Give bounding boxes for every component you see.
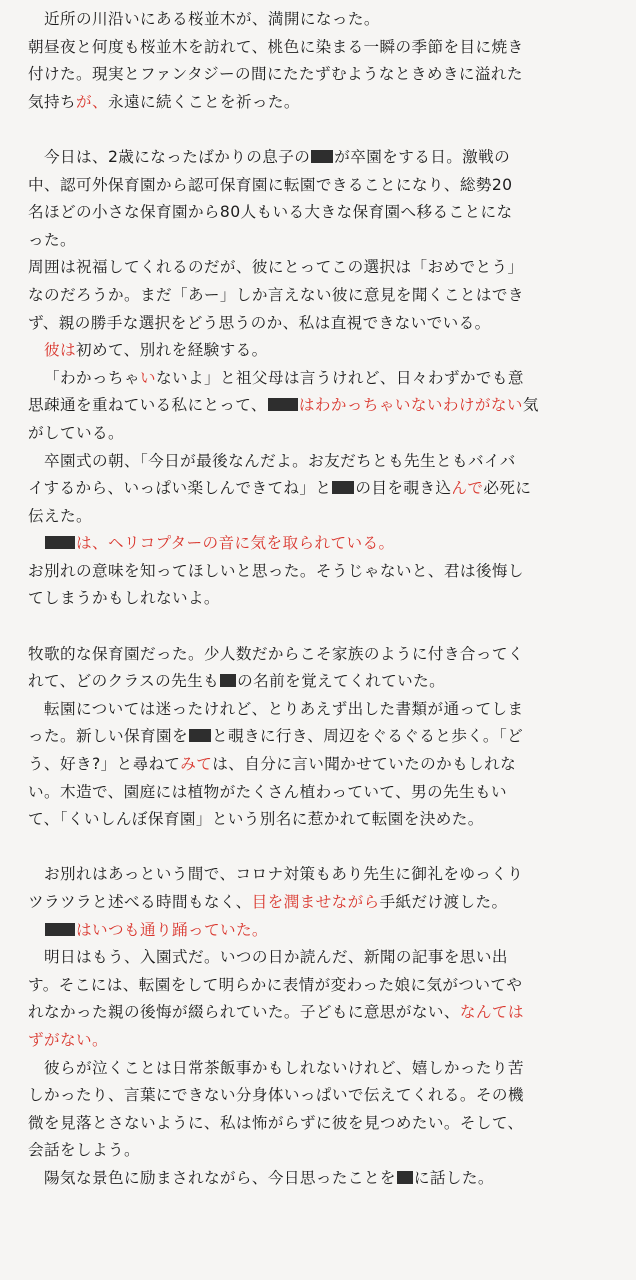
text-line bbox=[28, 365, 622, 393]
red-text: はわかっちゃいないわけがない bbox=[298, 396, 523, 415]
red-text: い bbox=[139, 368, 156, 387]
text-line bbox=[28, 889, 622, 917]
text-line: がしている。 bbox=[28, 423, 124, 442]
text-run: 初めて、別れを経験する。 bbox=[76, 341, 268, 360]
text-line bbox=[28, 723, 622, 751]
text-line: す。そこには、転園をして明らかに表情が変わった娘に気がついてや bbox=[28, 975, 523, 994]
redaction-bar bbox=[189, 729, 211, 742]
red-text: んで bbox=[451, 479, 484, 498]
red-text: なんては bbox=[459, 1003, 524, 1022]
text-line: 卒園式の朝、「今日が最後なんだよ。お友だちとも先生ともバイバ bbox=[44, 451, 516, 470]
red-text: が、 bbox=[75, 92, 108, 111]
text-line: 会話をしよう。 bbox=[28, 1141, 140, 1160]
text-line: 中、認可外保育園から認可保育園に転園できることになり、総勢20 bbox=[28, 175, 513, 194]
text-run: 必死に bbox=[483, 479, 532, 498]
text-line: 牧歌的な保育園だった。少人数だからこそ家族のように付き合ってく bbox=[28, 644, 524, 663]
text-line bbox=[28, 392, 622, 420]
text-run: 気持ち bbox=[28, 92, 76, 111]
paragraph-gap bbox=[28, 834, 622, 862]
text-line: い。木造で、園庭には植物がたくさん植わっていて、男の先生もい bbox=[28, 782, 508, 801]
text-line: 周囲は祝福してくれるのだが、彼にとってこの選択は「おめでとう」 bbox=[28, 258, 524, 277]
text-line bbox=[28, 530, 622, 558]
text-run: の目を覗き込 bbox=[355, 479, 452, 498]
text-line: 近所の川沿いにある桜並木が、満開になった。 bbox=[44, 10, 380, 28]
text-run: の名前を覚えてくれていた。 bbox=[237, 672, 446, 691]
text-line: った。 bbox=[28, 230, 76, 249]
text-line: て、「くいしんぼ保育園」という別名に惹かれて転園を決めた。 bbox=[28, 810, 484, 829]
text-line bbox=[28, 999, 622, 1027]
red-text: 目を潤ませながら bbox=[251, 893, 380, 911]
text-run: う、好き?」と尋ねて bbox=[28, 755, 181, 774]
text-run: ツラツラと述べる時間もなく、 bbox=[28, 893, 252, 911]
redaction-bar bbox=[332, 481, 354, 494]
text-line: ず、親の勝手な選択をどう思うのか、私は直視できないでいる。 bbox=[28, 313, 491, 332]
text-run: 「わかっちゃ bbox=[44, 368, 140, 387]
redaction-bar bbox=[397, 1171, 413, 1184]
text-line: 名ほどの小さな保育園から80人もいる大きな保育園へ移ることにな bbox=[28, 203, 513, 222]
text-line bbox=[28, 917, 622, 945]
text-line bbox=[28, 1165, 622, 1193]
text-run: と覗きに行き、周辺をぐるぐると歩く。「ど bbox=[211, 727, 524, 746]
text-line: 朝昼夜と何度も桜並木を訪れて、桃色に染まる一瞬の季節を目に焼き bbox=[28, 37, 524, 56]
text-line: 彼らが泣くことは日常茶飯事かもしれないけれど、嬉しかったり苦 bbox=[44, 1058, 524, 1077]
text-line: お別れの意味を知ってほしいと思った。そうじゃないと、君は後悔し bbox=[28, 561, 524, 580]
text-line: お別れはあっという間で、コロナ対策もあり先生に御礼をゆっくり bbox=[44, 865, 524, 884]
text-line: なのだろうか。まだ「あー」しか言えない彼に意見を聞くことはでき bbox=[28, 285, 524, 304]
text-run: 今日は、2歳になったばかりの息子の bbox=[44, 147, 311, 166]
text-run: が卒園をする日。激戦の bbox=[334, 147, 511, 166]
text-line: 明日はもう、入園式だ。いつの日か読んだ、新聞の記事を思い出 bbox=[44, 948, 508, 967]
text-line bbox=[28, 751, 622, 779]
text-line: 転園については迷ったけれど、とりあえず出した書類が通ってしま bbox=[44, 699, 524, 718]
text-run: は、自分に言い聞かせていたのかもしれな bbox=[212, 755, 517, 774]
redaction-bar bbox=[45, 536, 75, 549]
text-line bbox=[28, 475, 622, 503]
text-run: れなかった親の後悔が綴られていた。子どもに意思がない、 bbox=[28, 1003, 460, 1022]
redaction-bar bbox=[45, 923, 75, 936]
red-text: は、ヘリコプターの音に気を取られている。 bbox=[76, 534, 395, 553]
red-text: みて bbox=[180, 755, 213, 774]
text-run: 手紙だけ渡した。 bbox=[379, 893, 508, 911]
text-run: 気 bbox=[522, 396, 539, 415]
text-line: 付けた。現実とファンタジーの間にたたずむようなときめきに溢れた bbox=[28, 65, 523, 84]
text-line bbox=[28, 144, 622, 172]
text-run: ないよ」と祖父母は言うけれど、日々わずかでも意 bbox=[155, 368, 524, 387]
text-line: 微を見落とさないように、私は怖がらずに彼を見つめたい。そして、 bbox=[28, 1113, 524, 1132]
red-text: はいつも通り踊っていた。 bbox=[76, 920, 268, 939]
redaction-bar bbox=[268, 398, 298, 411]
text-line bbox=[28, 668, 622, 696]
text-run: 永遠に続くことを祈った。 bbox=[107, 92, 300, 111]
text-run: った。新しい保育園を bbox=[28, 727, 188, 746]
red-text: 彼は bbox=[44, 341, 76, 360]
text-run: に話した。 bbox=[413, 1168, 494, 1187]
text-line: 伝えた。 bbox=[28, 506, 92, 525]
text-line bbox=[28, 337, 622, 365]
redaction-bar bbox=[311, 150, 333, 163]
redaction-bar bbox=[220, 674, 236, 687]
text-run: イするから、いっぱい楽しんできてね」と bbox=[28, 479, 332, 498]
text-line: しかったり、言葉にできない分身体いっぱいで伝えてくれる。その機 bbox=[28, 1086, 524, 1105]
text-run: 陽気な景色に励まされながら、今日思ったことを bbox=[44, 1168, 396, 1187]
text-run: 思疎通を重ねている私にとって、 bbox=[28, 396, 267, 415]
text-line: ずがない。 bbox=[28, 1030, 108, 1049]
paragraph-gap bbox=[28, 613, 622, 641]
text-line bbox=[28, 89, 622, 117]
text-line: てしまうかもしれないよ。 bbox=[28, 589, 220, 608]
text-run: れて、どのクラスの先生も bbox=[28, 672, 220, 691]
paragraph-gap bbox=[28, 116, 622, 144]
